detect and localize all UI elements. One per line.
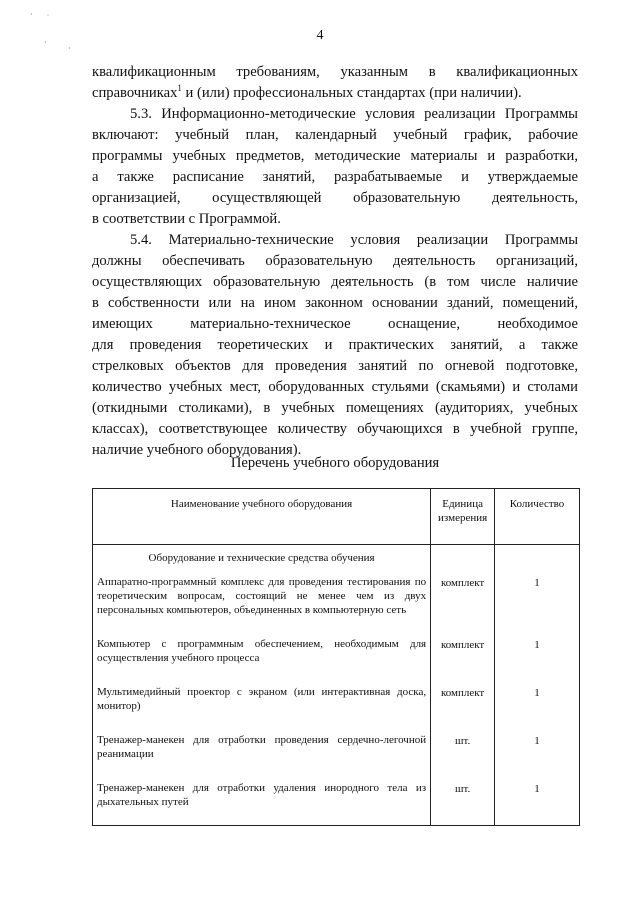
text-line: программы учебных предметов, методические материалы и разработки, [92,148,578,164]
header-unit-line: измерения [438,512,488,524]
text-fragment: и (или) профессиональных стандартах (при наличии). [185,85,522,101]
text-fragment: справочниках [92,85,178,101]
page-number: 4 [316,28,324,43]
scan-speck: ˙ [46,14,50,23]
text-line: имеющих материально-техническое оснащение, необходимое [92,316,578,332]
text-line: наличие учебного оборудования). [92,442,302,458]
table-title: Перечень учебного оборудования [230,455,440,471]
equipment-name: Тренажер-манекен для отработки удаления инородного тела из дыхательных путей [93,781,431,826]
text-line: в соответствии с Программой. [92,211,281,227]
equipment-unit: комплект [431,575,495,637]
table-row [93,685,580,733]
text-line: квалификационным требованиям, указанным в квалификационных [92,64,578,80]
header-quantity: Количество [495,489,580,545]
table-section-row [93,545,580,576]
scan-speck: · [44,38,47,47]
equipment-quantity: 1 [495,781,580,826]
scan-speck: · [30,10,33,19]
empty-cell [495,545,580,576]
equipment-quantity: 1 [495,685,580,733]
footnote-reference: 1 [177,83,182,94]
table-row [93,733,580,781]
equipment-quantity: 1 [495,733,580,781]
equipment-name: Аппаратно-программный комплекс для проведения тестирования по теоретическим вопросам, состоящий не менее чем из двух персональных компьютеров, объединенных в компьютерную сеть [93,575,431,637]
equipment-table [92,488,580,826]
equipment-name: Тренажер-манекен для отработки проведения сердечно-легочной реанимации [93,733,431,781]
scan-speck: · [68,44,71,53]
text-line: (откидными столиками), в учебных помещениях (аудиториях, учебных [92,400,578,416]
text-line: 5.3. Информационно-методические условия реализации Программы [130,106,578,122]
equipment-unit: шт. [431,781,495,826]
text-line: должны обеспечивать образовательную деятельность организаций, [92,253,578,269]
text-line: а также расписание занятий, разрабатываемые и утверждаемые [92,169,578,185]
text-line: стрелковых объектов для проведения занятий по огневой подготовке, [92,358,578,374]
equipment-name: Мультимедийный проектор с экраном (или интерактивная доска, монитор) [93,685,431,733]
header-unit-line: Единица [442,498,483,510]
text-line: для проведения теоретических и практических занятий, а также [92,337,578,353]
text-line: классах), соответствующее количеству обучающихся в учебной группе, [92,421,578,437]
table-row [93,575,580,637]
equipment-unit: шт. [431,733,495,781]
header-unit [431,489,495,545]
equipment-unit: комплект [431,637,495,685]
text-line: в собственности или на ином законном основании зданий, помещений, [92,295,578,311]
text-line: организацией, осуществляющей образовательную деятельность, [92,190,578,206]
equipment-unit: комплект [431,685,495,733]
paragraph-5-3 [92,104,578,230]
equipment-quantity: 1 [495,637,580,685]
empty-cell [431,545,495,576]
paragraph-5-4 [92,230,578,461]
paragraph-continuation [92,62,578,104]
table-row [93,781,580,826]
equipment-name: Компьютер с программным обеспечением, необходимым для осуществления учебного процесса [93,637,431,685]
text-line: количество учебных мест, оборудованных стульями (скамьями) и столами [92,379,578,395]
header-name: Наименование учебного оборудования [93,489,431,545]
text-line: включают: учебный план, календарный учебный график, рабочие [92,127,578,143]
table-row [93,637,580,685]
text-line: 5.4. Материально-технические условия реализации Программы [130,232,578,248]
table-header-row [93,489,580,545]
text-line [92,83,578,104]
section-label: Оборудование и технические средства обучения [93,545,431,576]
equipment-quantity: 1 [495,575,580,637]
text-line: осуществляющих образовательную деятельность (в том числе наличие [92,274,578,290]
